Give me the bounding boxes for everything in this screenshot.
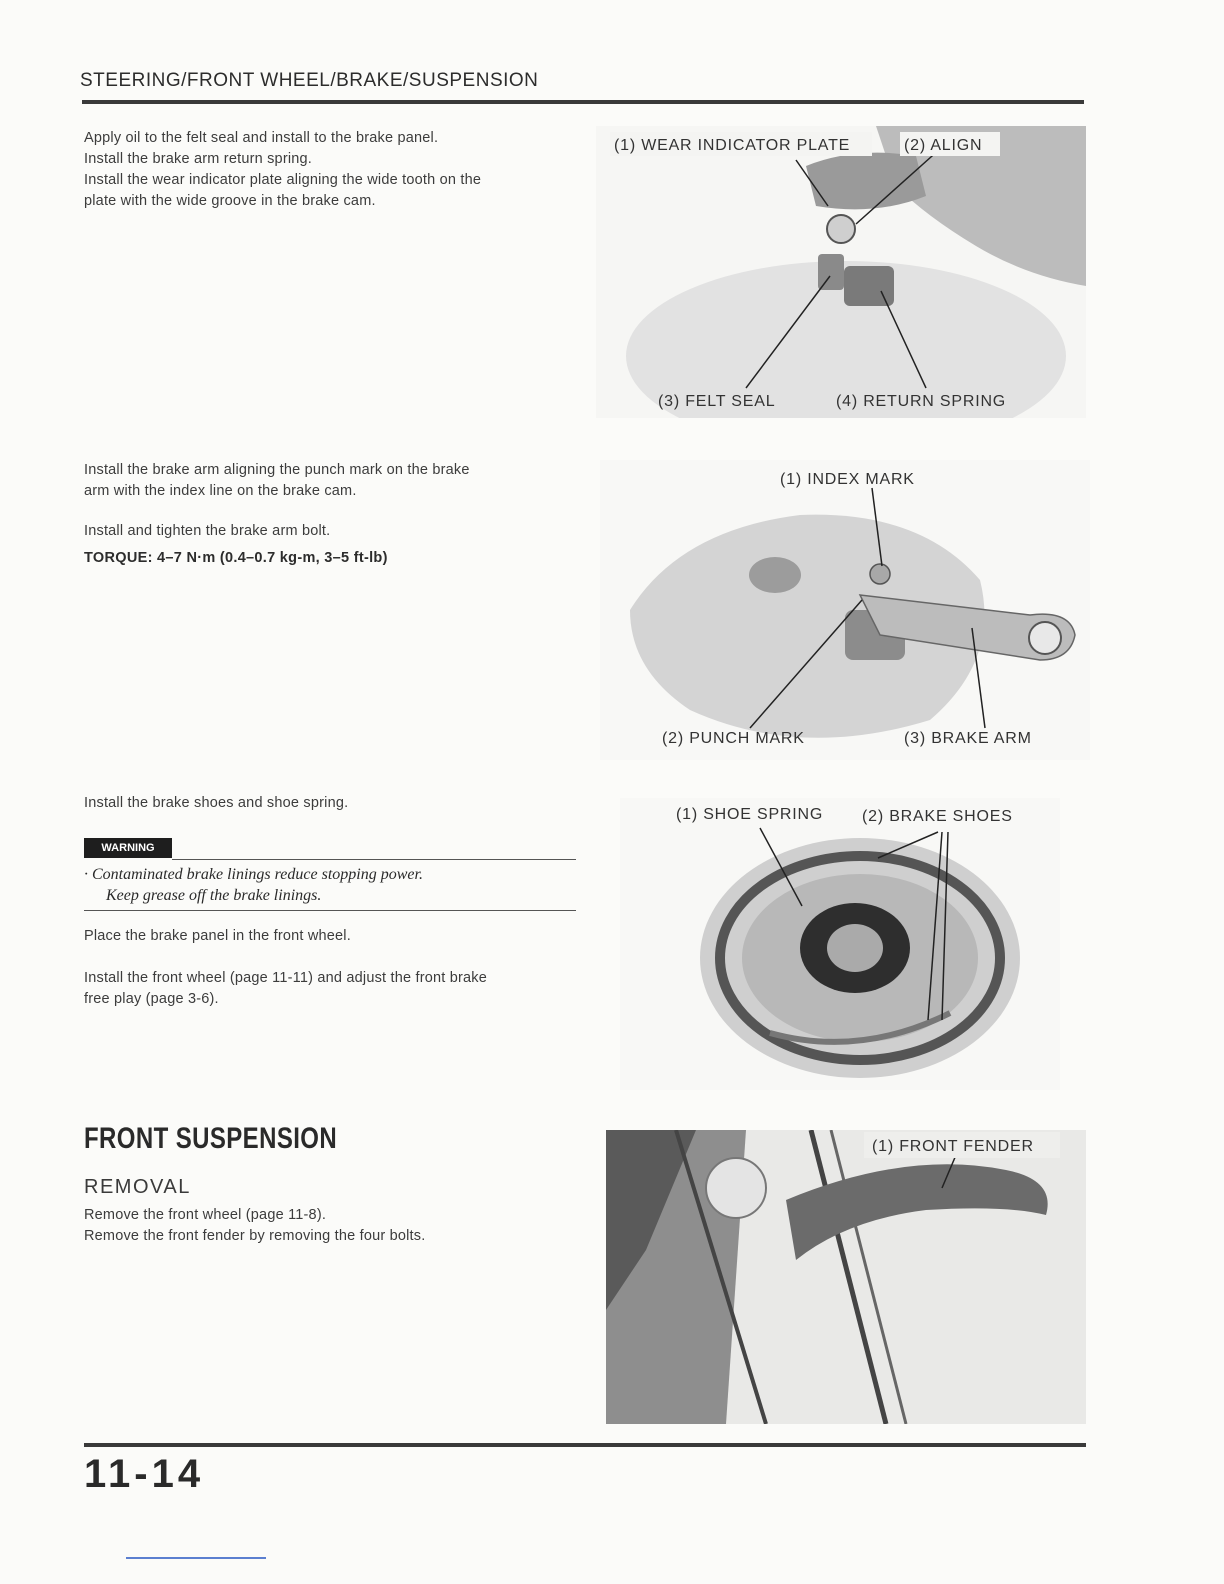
page-number: 11-14: [84, 1452, 205, 1496]
place-instruction: Place the brake panel in the front wheel.: [84, 928, 351, 944]
removal-text: [84, 1205, 425, 1247]
callout-brake-arm: (3) BRAKE ARM: [904, 730, 1032, 747]
header-rule: [82, 100, 1084, 104]
hub-center-shape: [827, 924, 883, 972]
torque-spec: TORQUE: 4–7 N·m (0.4–0.7 kg-m, 3–5 ft-lb): [84, 550, 388, 566]
text-line: Install the wear indicator plate aligning the wide tooth on the: [84, 172, 482, 188]
figure-wear-indicator: [596, 126, 1086, 418]
callout-shoe-spring: (1) SHOE SPRING: [676, 806, 824, 823]
hub-shape: [749, 557, 801, 593]
arm-eye-shape: [1029, 622, 1061, 654]
callout-wear-indicator-plate: (1) WEAR INDICATOR PLATE: [614, 137, 851, 154]
text-line: Remove the front wheel (page 11-8).: [84, 1207, 327, 1223]
wear-indicator-plate-shape: [827, 215, 855, 243]
text-line: Remove the front fender by removing the four bolts.: [84, 1228, 426, 1244]
return-spring-shape: [844, 266, 894, 306]
text-line: Install the brake arm return spring.: [84, 151, 313, 167]
text-line: Install the brake arm aligning the punch mark on the brake: [84, 462, 470, 478]
warning-bottom-rule: [84, 910, 576, 911]
subtitle-removal: REMOVAL: [84, 1176, 191, 1198]
text-line: free play (page 3-6).: [84, 991, 219, 1007]
felt-seal-shape: [818, 254, 844, 290]
callout-front-fender: (1) FRONT FENDER: [872, 1138, 1034, 1155]
figure-front-fender: [606, 1130, 1086, 1424]
text-line: Install the front wheel (page 11-11) and adjust the front brake: [84, 970, 487, 986]
callout-brake-shoes: (2) BRAKE SHOES: [862, 808, 1013, 825]
warning-line: · Contaminated brake linings reduce stopping power.: [84, 866, 423, 883]
warning-line: Keep grease off the brake linings.: [106, 887, 322, 904]
bolt-shape: [870, 564, 890, 584]
warning-badge: WARNING: [84, 838, 172, 858]
callout-return-spring: (4) RETURN SPRING: [836, 393, 1007, 410]
section-2-text: [84, 460, 470, 502]
install-wheel-text: [84, 968, 487, 1010]
section-3-intro: Install the brake shoes and shoe spring.: [84, 795, 349, 811]
warning-top-rule: [172, 859, 576, 860]
section-title-front-suspension: FRONT SUSPENSION: [84, 1122, 338, 1155]
callout-punch-mark: (2) PUNCH MARK: [662, 730, 805, 747]
text-line: Apply oil to the felt seal and install to the brake panel.: [84, 130, 439, 146]
text-line: plate with the wide groove in the brake cam.: [84, 193, 376, 209]
callout-index-mark: (1) INDEX MARK: [780, 471, 915, 488]
text-line: arm with the index line on the brake cam.: [84, 483, 357, 499]
warning-text: [84, 864, 423, 906]
tighten-instruction: Install and tighten the brake arm bolt.: [84, 523, 331, 539]
section-1-text: [84, 128, 481, 212]
reflector-shape: [706, 1158, 766, 1218]
scan-artifact-line: [126, 1557, 266, 1559]
page-header-title: STEERING/FRONT WHEEL/BRAKE/SUSPENSION: [80, 70, 539, 91]
callout-felt-seal: (3) FELT SEAL: [658, 393, 776, 410]
footer-rule: [84, 1443, 1086, 1447]
callout-align: (2) ALIGN: [904, 137, 983, 154]
figure-brake-shoes: [620, 798, 1060, 1090]
figure-brake-arm: [600, 460, 1090, 760]
